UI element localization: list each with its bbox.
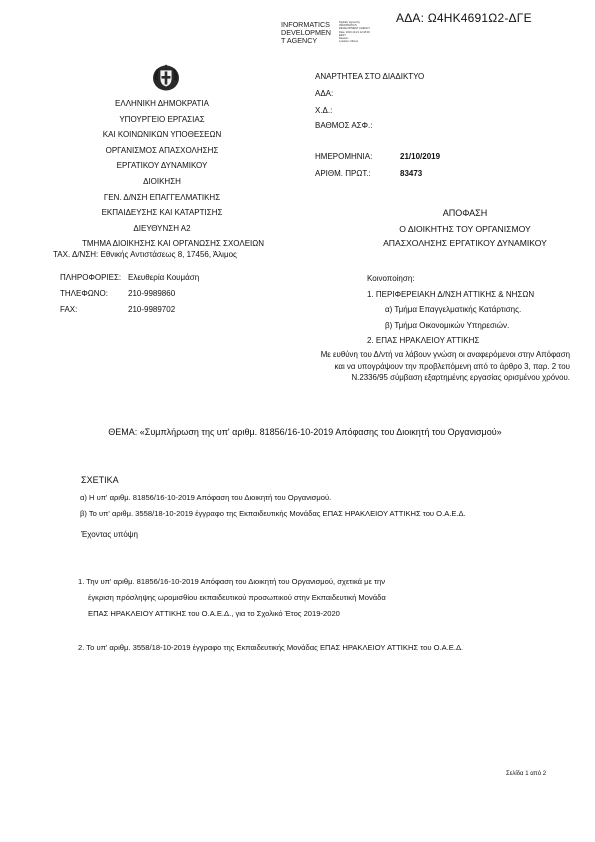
meta-row [315,72,440,81]
contact-row [60,302,199,318]
logo-line: T AGENCY [281,36,318,45]
date-label: ΗΜΕΡΟΜΗΝΙΑ: [315,152,373,161]
signature-detail-line: Digitally signed by [339,21,360,24]
contact-value: Ελευθερία Κουμάση [128,273,200,282]
related-item: β) Το υπ' αριθμ. 3558/18-10-2019 έγγραφο της Εκπαιδευτικής Μονάδας ΕΠΑΣ ΗΡΑΚΛΕΙΟΥ ΑΤΤΙΚΗΣ του Ο.Α.Ε.Δ. [80,509,466,518]
org-line: ΔΙΟΙΚΗΣΗ [143,176,181,186]
contact-label: FAX: [60,305,78,314]
contact-row [60,270,199,286]
notification-item: β) Τμήμα Οικονομικών Υπηρεσιών. [385,320,510,330]
authority-line: Ο ΔΙΟΙΚΗΤΗΣ ΤΟΥ ΟΡΓΑΝΙΣΜΟΥ [399,224,531,234]
ada-header: ΑΔΑ: Ω4ΗΚ4691Ω2-ΔΓΕ [396,11,532,25]
issuing-organization [82,96,265,252]
notification-item: 2. ΕΠΑΣ ΗΡΑΚΛΕΙΟΥ ΑΤΤΙΚΗΣ [367,336,480,345]
signature-detail-line: Reason: [339,37,349,41]
contact-value: 210-9989860 [128,289,176,298]
org-line: ΕΛΛΗΝΙΚΗ ΔΗΜΟΚΡΑΤΙΑ [115,99,209,108]
meta-row [315,89,440,98]
signature-details [339,21,370,43]
decision-authority [360,222,570,250]
related-item: α) Η υπ' αριθμ. 81856/16-10-2019 Απόφαση του Διοικητή του Οργανισμού. [80,493,332,502]
logo-line: DEVELOPMEN [281,28,331,37]
consideration-line: ΕΠΑΣ ΗΡΑΚΛΕΙΟΥ ΑΤΤΙΚΗΣ του Ο.Α.Ε.Δ., για το Σχολικό Έτος 2019-2020 [88,609,340,618]
notice-paragraph: Με ευθύνη του Δ/ντή να λάβουν γνώση οι αναφερόμενοι στην Απόφαση και να υπογράψουν την προβλεπόμενη από το άρθρο 3, παρ. 2 του Ν.2336/95 σύμβαση εξαρτημένης εργασίας ορισμένου χρόνου. [320,350,570,383]
contact-label: ΠΛΗΡΟΦΟΡΙΕΣ: [60,273,122,282]
org-line: ΕΚΠΑΙΔΕΥΣΗΣ ΚΑΙ ΚΑΤΑΡΤΙΣΗΣ [101,208,223,218]
considering-heading: Έχοντας υπόψη [81,530,138,539]
notification-heading: Κοινοποίηση: [367,274,415,283]
org-line: ΥΠΟΥΡΓΕΙΟ ΕΡΓΑΣΙΑΣ [119,114,205,124]
protocol-value: 83473 [400,169,423,178]
logo-line: INFORMATICS [281,20,330,29]
org-line: ΟΡΓΑΝΙΣΜΟΣ ΑΠΑΣΧΟΛΗΣΗΣ [105,145,219,155]
considerations-list [78,574,463,656]
consideration-line: 1. Την υπ' αριθμ. 81856/16-10-2019 Απόφαση του Διοικητή του Οργανισμού, σχετικά με την [78,577,386,586]
subject-line: ΘΕΜΑ: «Συμπλήρωση της υπ' αριθμ. 81856/16-10-2019 Απόφασης του Διοικητή του Οργανισμού» [108,427,502,437]
signature-detail-line: Location: Athens [339,40,359,44]
xd-label: Χ.Δ.: [315,106,333,115]
notification-item: α) Τμήμα Επαγγελματικής Κατάρτισης. [385,305,522,314]
org-line: ΤΜΗΜΑ ΔΙΟΙΚΗΣΗΣ ΚΑΙ ΟΡΓΑΝΩΣΗΣ ΣΧΟΛΕΙΩΝ [82,239,265,249]
contact-label: ΤΗΛΕΦΩΝΟ: [60,289,108,298]
page-number: Σελίδα 1 από 2 [506,771,547,777]
ada-label: ΑΔΑ: [315,89,334,98]
org-line: ΚΑΙ ΚΟΙΝΩΝΙΚΩΝ ΥΠΟΘΕΣΕΩΝ [102,130,222,140]
secrecy-label: ΒΑΘΜΟΣ ΑΣΦ.: [315,121,373,130]
consideration-line: έγκριση πρόσληψης ωρομισθίου εκπαιδευτικού προσωπικού στην Εκπαιδευτική Μονάδα [88,593,386,602]
signature-detail-line: EEST [339,33,346,37]
meta-row [315,121,440,130]
related-heading: ΣΧΕΤΙΚΑ [81,475,119,485]
related-list [80,490,466,522]
signature-detail-line: DEVELOPMENT AGENCY [339,27,371,31]
protocol-label: ΑΡΙΘΜ. ΠΡΩΤ.: [315,169,371,178]
meta-row [315,152,440,161]
contact-info [60,270,199,318]
signature-logo-text [281,21,331,45]
signature-detail-line: INFORMATICS [339,24,357,28]
org-line: ΕΡΓΑΤΙΚΟΥ ΔΥΝΑΜΙΚΟΥ [116,161,208,171]
date-value: 21/10/2019 [400,152,441,161]
post-online-label: ΑΝΑΡΤΗΤΕΑ ΣΤΟ ΔΙΑΔΙΚΤΥΟ [315,72,425,81]
document-meta [315,72,440,178]
consideration-line: 2. Το υπ' αριθμ. 3558/18-10-2019 έγγραφο της Εκπαιδευτικής Μονάδας ΕΠΑΣ ΗΡΑΚΛΕΙΟΥ ΑΤΤΙΚΗΣ του Ο.Α.Ε.Δ. [78,643,464,652]
contact-row [60,286,199,302]
org-line: ΓΕΝ. Δ/ΝΣΗ ΕΠΑΓΓΕΛΜΑΤΙΚΗΣ [103,192,221,202]
postal-address: ΤΑΧ. Δ/ΝΣΗ: Εθνικής Αντιστάσεως 8, 17456, Άλιμος [53,250,237,259]
meta-row [315,106,440,115]
authority-line: ΑΠΑΣΧΟΛΗΣΗΣ ΕΡΓΑΤΙΚΟΥ ΔΥΝΑΜΙΚΟΥ [383,238,547,248]
hellenic-republic-emblem-icon [151,62,181,92]
signature-detail-line: Date: 2019.10.21 12:18:39 [339,30,370,34]
meta-row [315,169,440,178]
contact-value: 210-9989702 [128,305,176,314]
decision-title: ΑΠΟΦΑΣΗ [442,208,488,218]
org-line: ΔΙΕΥΘΥΝΣΗ Α2 [133,223,191,233]
notification-list [367,271,534,349]
notification-item: 1. ΠΕΡΙΦΕΡΕΙΑΚΗ Δ/ΝΣΗ ΑΤΤΙΚΗΣ & ΝΗΣΩΝ [367,289,535,299]
